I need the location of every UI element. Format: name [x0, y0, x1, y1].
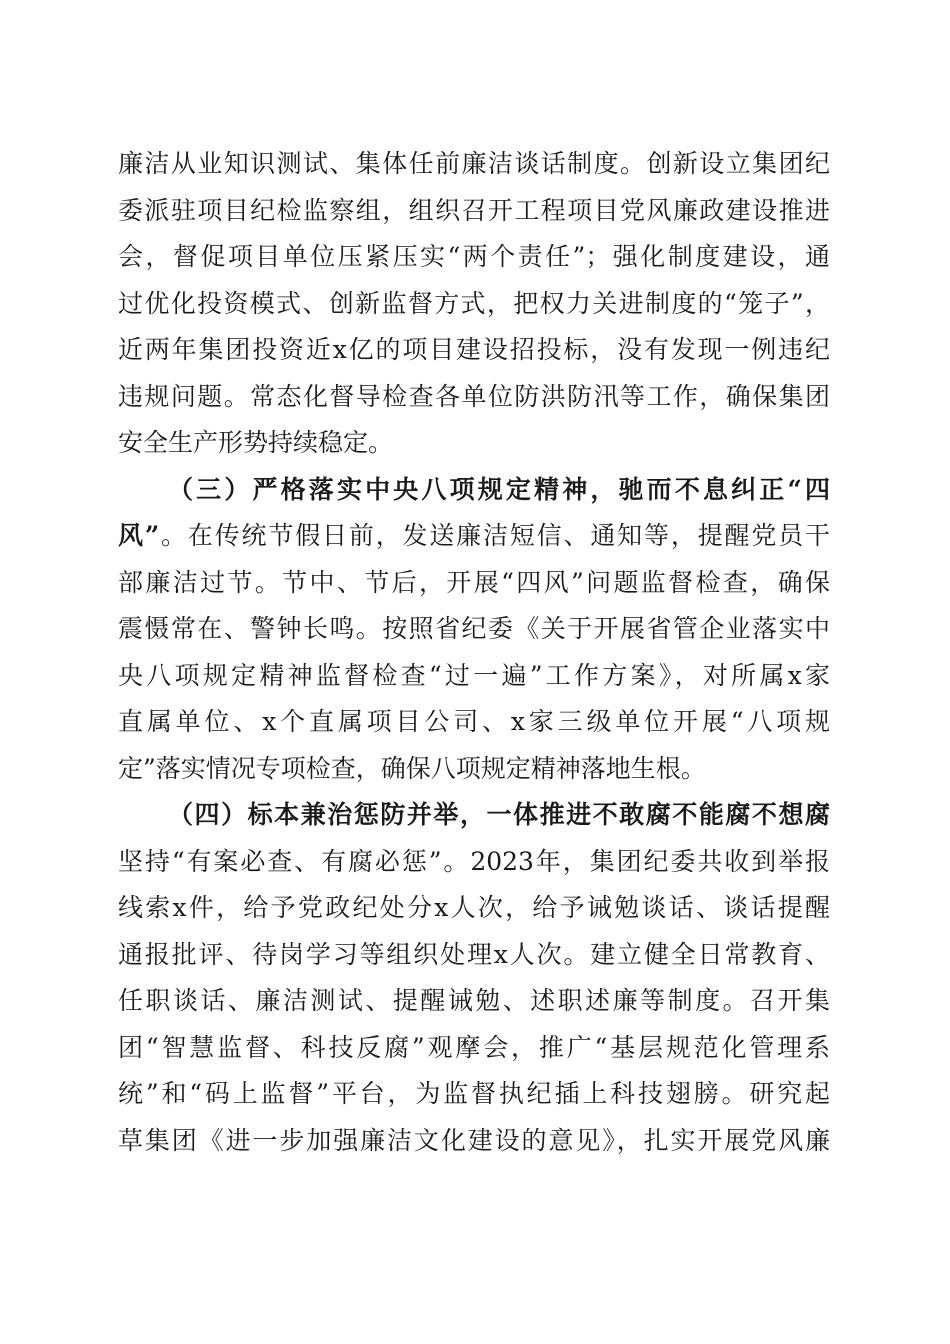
- text-line: 直属单位、x个直属项目公司、x家三级单位开展“八项规: [118, 707, 830, 736]
- text-line: 会，督促项目单位压紧压实“两个责任”；强化制度建设，通: [118, 242, 830, 271]
- text-line: 草集团《进一步加强廉洁文化建设的意见》，扎实开展党风廉: [118, 1125, 830, 1155]
- text-line: 定”落实情况专项检查，确保八项规定精神落地生根。: [118, 753, 706, 783]
- document-body: [118, 141, 830, 1164]
- section-heading-3: （三）严格落实中央八项规定精神，驰而不息纠正“四: [168, 474, 830, 504]
- text-line: 统”和“码上监督”平台，为监督执纪插上科技翅膀。研究起: [118, 1079, 830, 1108]
- text-line: 坚持“有案必查、有腐必惩”。2023年，集团纪委共收到举报: [118, 846, 830, 876]
- text-line: 团“智慧监督、科技反腐”观摩会，推广“基层规范化管理系: [118, 1032, 830, 1062]
- text-line: 部廉洁过节。节中、节后，开展“四风”问题监督检查，确保: [118, 567, 830, 597]
- text-line-rest: 。在传统节假日前，发送廉洁短信、通知等，提醒党员干: [159, 521, 830, 550]
- text-line: 任职谈话、廉洁测试、提醒诫勉、述职述廉等制度。召开集: [118, 986, 830, 1015]
- text-line: 通报批评、待岗学习等组织处理x人次。建立健全日常教育、: [118, 939, 830, 969]
- text-line: 震慑常在、警钟长鸣。按照省纪委《关于开展省管企业落实中: [118, 614, 830, 643]
- text-line: 委派驻项目纪检监察组，组织召开工程项目党风廉政建设推进: [118, 195, 830, 225]
- section-heading-3-end: 风”: [118, 521, 160, 550]
- text-line: [118, 513, 830, 560]
- section-heading-4: （四）标本兼治惩防并举，一体推进不敢腐不能腐不想腐: [168, 800, 830, 829]
- text-line: 央八项规定精神监督检查“过一遍”工作方案》，对所属x家: [118, 660, 830, 690]
- text-line: 过优化投资模式、创新监督方式，把权力关进制度的“笼子”，: [118, 288, 830, 318]
- text-line: 安全生产形势持续稳定。: [118, 428, 394, 457]
- text-line: 近两年集团投资近x亿的项目建设招投标，没有发现一例违纪: [118, 335, 830, 364]
- text-line: 违规问题。常态化督导检查各单位防洪防汛等工作，确保集团: [118, 381, 830, 411]
- text-line: 廉洁从业知识测试、集体任前廉洁谈话制度。创新设立集团纪: [118, 149, 830, 178]
- text-line: 线索x件，给予党政纪处分x人次，给予诫勉谈话、谈话提醒: [118, 893, 830, 922]
